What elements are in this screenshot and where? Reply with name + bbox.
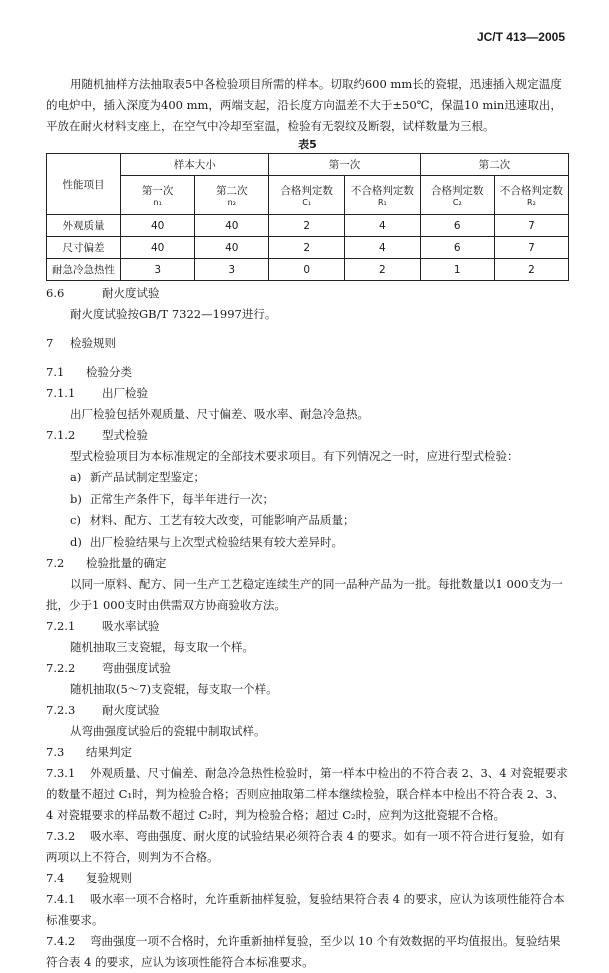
section-7-1-1-heading	[46, 383, 569, 404]
section-title: 耐火度试验	[102, 286, 160, 300]
cell-r1: 2	[345, 259, 421, 281]
cell-n1: 3	[121, 259, 195, 281]
header-sample-size: 样本大小	[121, 154, 269, 176]
section-text: 弯曲强度一项不合格时，允许重新抽样复验，至少以 10 个有效数据的平均值报出。复验结果符合表 4 的要求，应认为该项性能符合本标准要求。	[46, 934, 561, 969]
r2-label: 不合格判定数	[499, 184, 563, 197]
section-7-3-heading	[46, 742, 569, 763]
cell-r1: 4	[345, 237, 421, 259]
cell-c2: 6	[420, 237, 494, 259]
section-7-2-3-text: 从弯曲强度试验后的瓷辊中制取试样。	[70, 724, 266, 738]
section-7-2-2-heading	[46, 658, 569, 679]
c2-label: 合格判定数	[431, 184, 484, 197]
section-title: 检验批量的确定	[86, 556, 167, 570]
r1-symbol: R₁	[377, 197, 387, 207]
table-row	[47, 215, 569, 237]
header-item: 性能项目	[47, 154, 121, 215]
r1-label: 不合格判定数	[350, 184, 414, 197]
list-item	[46, 510, 569, 532]
header-n2	[195, 176, 269, 215]
section-number: 7.3	[46, 745, 65, 759]
c1-symbol: C₁	[302, 197, 312, 207]
section-6-6-text: 耐火度试验按GB/T 7322—1997进行。	[70, 307, 277, 321]
section-title: 检验规则	[70, 336, 116, 350]
cell-c1: 2	[269, 237, 345, 259]
header-first: 第一次	[269, 154, 420, 176]
section-7-1-1-text: 出厂检验包括外观质量、尺寸偏差、吸水率、耐急冷急热。	[70, 407, 369, 421]
cell-n2: 40	[195, 237, 269, 259]
item-label: c)	[70, 513, 81, 527]
standard-code: JC/T 413—2005	[476, 30, 565, 44]
section-number: 7.2	[46, 556, 65, 570]
section-7-2-heading	[46, 553, 569, 574]
section-title: 出厂检验	[102, 386, 148, 400]
table-row	[47, 259, 569, 281]
section-7-4-2-paragraph	[46, 931, 569, 973]
n1-label: 第一次	[141, 184, 174, 197]
section-title: 型式检验	[102, 428, 148, 442]
section-7-4-1-paragraph	[46, 889, 569, 931]
intro-paragraph: 用随机抽样方法抽取表5中各检验项目所需的样本。切取约600 mm长的瓷辊，迅速插入规定温度的电炉中，插入深度为400 mm，两端支起，沿长度方向温差不大于±50℃，保温10 min迅速取出，平放在耐火材料支座上，在空气中冷却至室温，检验有无裂纹及断裂，试样数量为三根。	[46, 77, 562, 133]
section-6-6-heading	[46, 283, 569, 304]
section-7-4-heading	[46, 868, 569, 889]
n1-symbol: n₁	[153, 197, 162, 207]
row-item: 外观质量	[47, 215, 121, 237]
section-number: 6.6	[46, 286, 65, 300]
section-number: 7.1.2	[46, 428, 76, 442]
c2-symbol: C₂	[452, 197, 462, 207]
item-label: b)	[70, 491, 82, 506]
section-7-heading	[46, 333, 569, 354]
item-text: 材料、配方、工艺有较大改变，可能影响产品质量；	[90, 513, 355, 527]
section-number: 7.2.2	[46, 661, 76, 675]
section-number: 7.2.1	[46, 619, 76, 633]
section-number: 7.4	[46, 871, 65, 885]
n2-symbol: n₂	[227, 197, 236, 207]
item-label: a)	[70, 470, 82, 484]
section-title: 复验规则	[86, 871, 132, 885]
row-item: 尺寸偏差	[47, 237, 121, 259]
cell-r2: 2	[494, 259, 568, 281]
section-number: 7.2.3	[46, 703, 76, 717]
section-7-2-1-heading	[46, 616, 569, 637]
section-text: 外观质量、尺寸偏差、耐急冷急热性检验时，第一样本中检出的不符合表 2、3、4 对瓷辊要求的数量不超过 C₁时，判为检验合格；否则应抽取第二样本继续检验，联合样本中检出不符合表 2、3、4 对瓷辊要求的样品数不超过 C₂时，判为检验合格；超过 C₂时，应判为这批瓷辊不合格。	[46, 766, 568, 822]
header-c1	[269, 176, 345, 215]
document-body	[46, 74, 569, 973]
header-r2	[494, 176, 568, 215]
section-number: 7.3.2	[46, 829, 76, 843]
row-item: 耐急冷急热性	[47, 259, 121, 281]
section-7-3-1-paragraph	[46, 763, 569, 826]
table-title: 表5	[298, 138, 317, 151]
section-7-1-2-heading	[46, 425, 569, 446]
list-item	[46, 489, 569, 511]
section-number: 7.1	[46, 365, 65, 379]
section-title: 耐火度试验	[102, 703, 160, 717]
section-7-2-2-text: 随机抽取(5～7)支瓷辊，每支取一个样。	[70, 682, 278, 696]
cell-c2: 1	[420, 259, 494, 281]
list-item	[46, 467, 569, 489]
cell-c1: 0	[269, 259, 345, 281]
cell-r2: 7	[494, 215, 568, 237]
list-item	[46, 532, 569, 554]
header-c2	[420, 176, 494, 215]
table-row	[47, 237, 569, 259]
item-text: 新产品试制定型鉴定；	[90, 470, 205, 484]
section-number: 7.1.1	[46, 386, 76, 400]
section-title: 吸水率试验	[102, 619, 160, 633]
cell-n2: 40	[195, 215, 269, 237]
item-label: d)	[70, 534, 82, 549]
section-7-3-2-paragraph	[46, 826, 569, 868]
section-7-1-heading	[46, 362, 569, 383]
section-text: 吸水率一项不合格时，允许重新抽样复验，复验结果符合表 4 的要求，应认为该项性能符合本标准要求。	[46, 892, 565, 927]
section-title: 检验分类	[86, 365, 132, 379]
section-7-1-2-text: 型式检验项目为本标准规定的全部技术要求项目。有下列情况之一时，应进行型式检验：	[70, 449, 519, 463]
sampling-table	[46, 153, 569, 281]
cell-n2: 3	[195, 259, 269, 281]
header-r1	[345, 176, 421, 215]
section-number: 7.4.1	[46, 892, 76, 906]
cell-r1: 4	[345, 215, 421, 237]
section-number: 7.3.1	[46, 766, 76, 780]
item-text: 出厂检验结果与上次型式检验结果有较大差异时。	[90, 534, 343, 549]
section-7-2-text: 以同一原料、配方、同一生产工艺稳定连续生产的同一品种产品为一批。每批数量以1 000支为一批，少于1 000支时由供需双方协商验收方法。	[46, 577, 563, 612]
c1-label: 合格判定数	[280, 184, 333, 197]
cell-n1: 40	[121, 215, 195, 237]
cell-r2: 7	[494, 237, 568, 259]
section-title: 结果判定	[86, 745, 132, 759]
section-text: 吸水率、弯曲强度、耐火度的试验结果必须符合表 4 的要求。如有一项不符合进行复验，如有两项以上不符合，则判为不合格。	[46, 829, 565, 864]
section-number: 7	[46, 336, 54, 350]
header-n1	[121, 176, 195, 215]
r2-symbol: R₂	[527, 197, 536, 207]
section-7-2-1-text: 随机抽取三支瓷辊，每支取一个样。	[70, 640, 254, 654]
cell-c1: 2	[269, 215, 345, 237]
header-second: 第二次	[420, 154, 568, 176]
section-number: 7.4.2	[46, 934, 76, 948]
section-title: 弯曲强度试验	[102, 661, 171, 675]
section-7-2-3-heading	[46, 700, 569, 721]
n2-label: 第二次	[216, 184, 248, 197]
cell-c2: 6	[420, 215, 494, 237]
cell-n1: 40	[121, 237, 195, 259]
item-text: 正常生产条件下，每半年进行一次；	[90, 491, 274, 506]
